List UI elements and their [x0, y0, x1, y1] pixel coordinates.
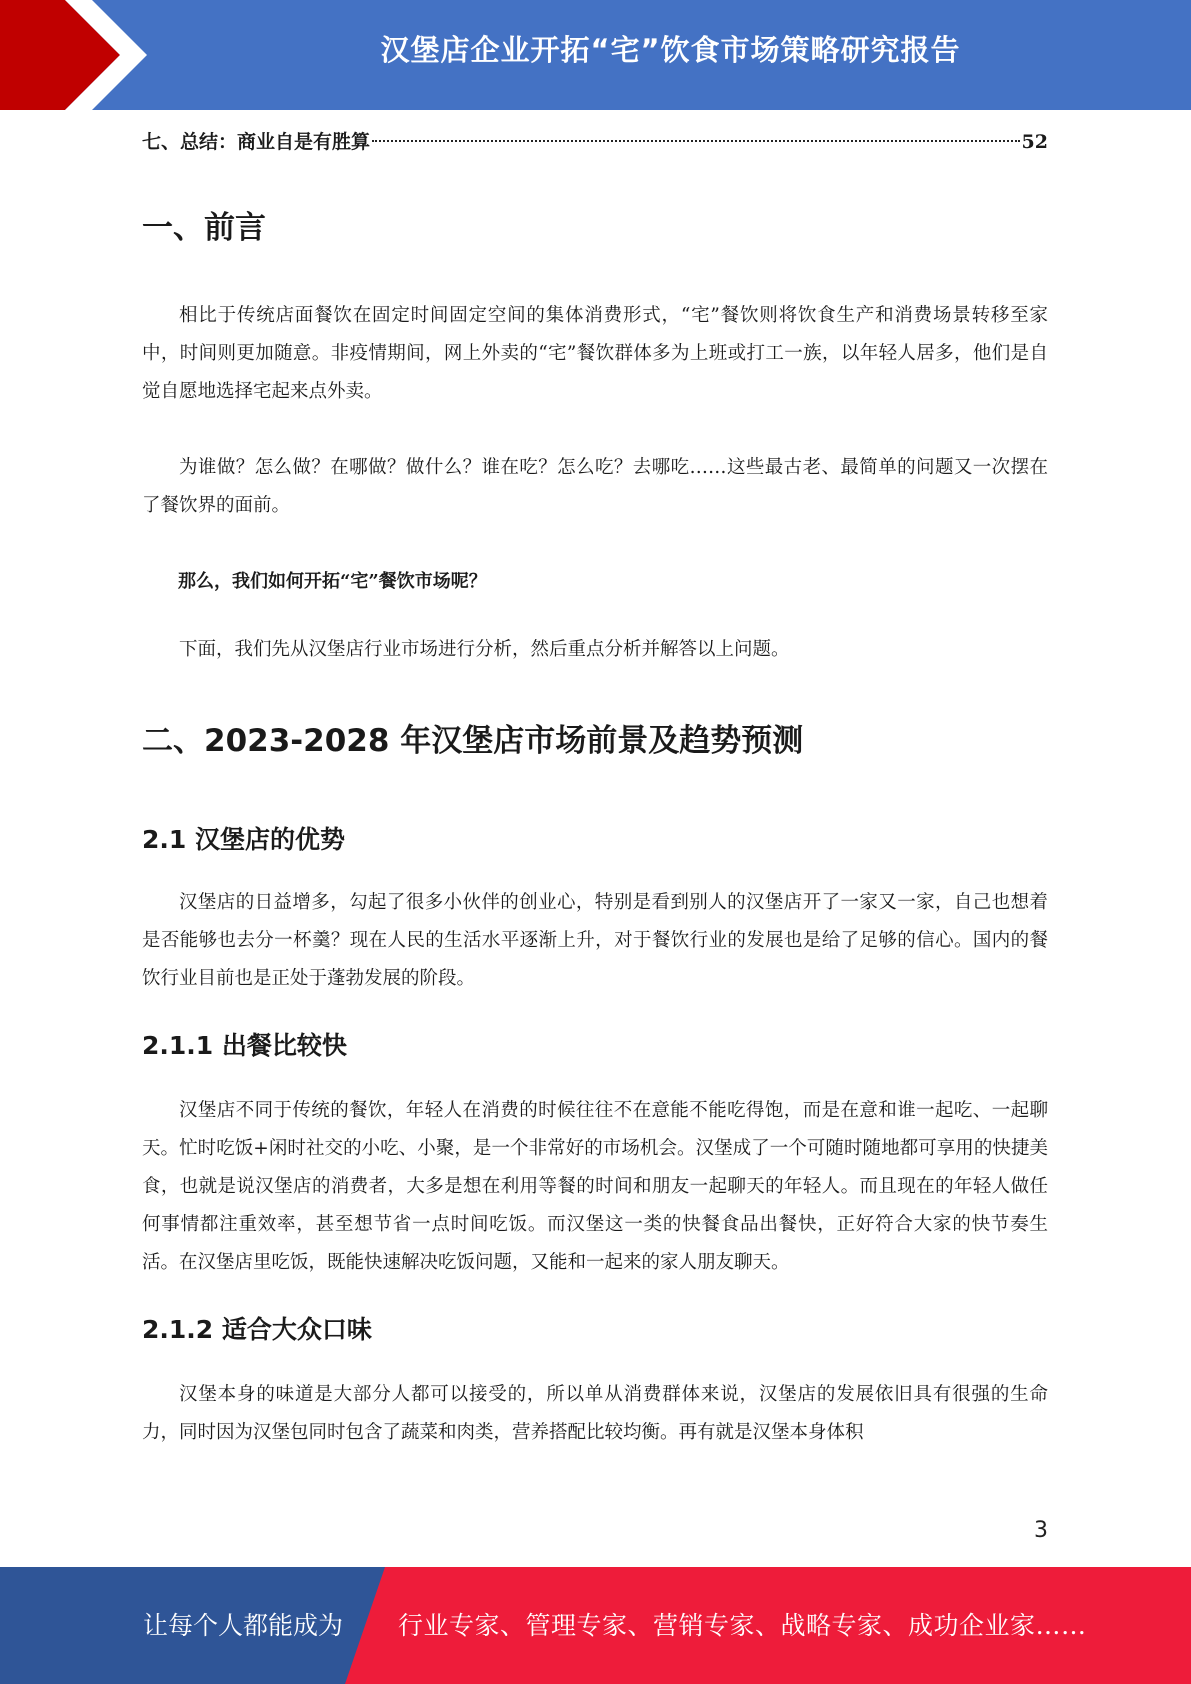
paragraph: 汉堡本身的味道是大部分人都可以接受的，所以单从消费群体来说，汉堡店的发展依旧具有很强的生命力，同时因为汉堡包同时包含了蔬菜和肉类，营养搭配比较均衡。再有就是汉堡本身体积 [142, 1384, 1048, 1443]
toc-entry-page: 52 [1021, 131, 1048, 153]
page-number: 3 [1034, 1518, 1048, 1543]
subsection-heading-advantages: 2.1 汉堡店的优势 [142, 825, 345, 854]
page-header [0, 0, 1191, 110]
paragraph: 下面，我们先从汉堡店行业市场进行分析，然后重点分析并解答以上问题。 [179, 639, 790, 660]
bold-question: 那么，我们如何开拓“宅”餐饮市场呢？ [178, 571, 487, 592]
subsection-heading-fast-serving: 2.1.1 出餐比较快 [142, 1031, 347, 1060]
paragraph: 汉堡店不同于传统的餐饮，年轻人在消费的时候往往不在意能不能吃得饱，而是在意和谁一起吃、一起聊天。忙时吃饭+闲时社交的小吃、小聚，是一个非常好的市场机会。汉堡成了一个可随时随地都可享用的快捷美食，也就是说汉堡店的消费者，大多是想在利用等餐的时间和朋友一起聊天的年轻人。而且现在的年轻人做任何事情都注重效率，甚至想节省一点时间吃饭。而汉堡这一类的快餐食品出餐快，正好符合大家的快节奏生活。在汉堡店里吃饭，既能快速解决吃饭问题，又能和一起来的家人朋友聊天。 [142, 1100, 1048, 1273]
footer-slogan-left: 让每个人都能成为 [143, 1611, 344, 1640]
page-content [142, 120, 1048, 1452]
section-heading-forecast: 二、2023-2028 年汉堡店市场前景及趋势预测 [142, 723, 804, 759]
toc-entry[interactable] [142, 120, 1048, 164]
toc-leader-dots [372, 140, 1020, 142]
paragraph: 汉堡店的日益增多，勾起了很多小伙伴的创业心，特别是看到别人的汉堡店开了一家又一家，自己也想着是否能够也去分一杯羹？现在人民的生活水平逐渐上升，对于餐饮行业的发展也是给了足够的信心。国内的餐饮行业目前也是正处于蓬勃发展的阶段。 [142, 892, 1048, 989]
footer-slogan-right: 行业专家、管理专家、营销专家、战略专家、成功企业家…… [398, 1611, 1087, 1640]
paragraph: 为谁做？怎么做？在哪做？做什么？谁在吃？怎么吃？去哪吃……这些最古老、最简单的问题又一次摆在了餐饮界的面前。 [142, 457, 1048, 516]
page-footer [0, 1567, 1191, 1684]
document-title: 汉堡店企业开拓“宅”饮食市场策略研究报告 [380, 33, 961, 67]
paragraph: 相比于传统店面餐饮在固定时间固定空间的集体消费形式，“宅”餐饮则将饮食生产和消费场景转移至家中，时间则更加随意。非疫情期间，网上外卖的“宅”餐饮群体多为上班或打工一族，以年轻人居多，他们是自觉自愿地选择宅起来点外卖。 [142, 305, 1048, 402]
subsection-heading-popular-taste: 2.1.2 适合大众口味 [142, 1315, 372, 1344]
toc-entry-label: 七、总结：商业自是有胜算 [142, 131, 371, 153]
section-heading-preface: 一、前言 [142, 210, 266, 246]
